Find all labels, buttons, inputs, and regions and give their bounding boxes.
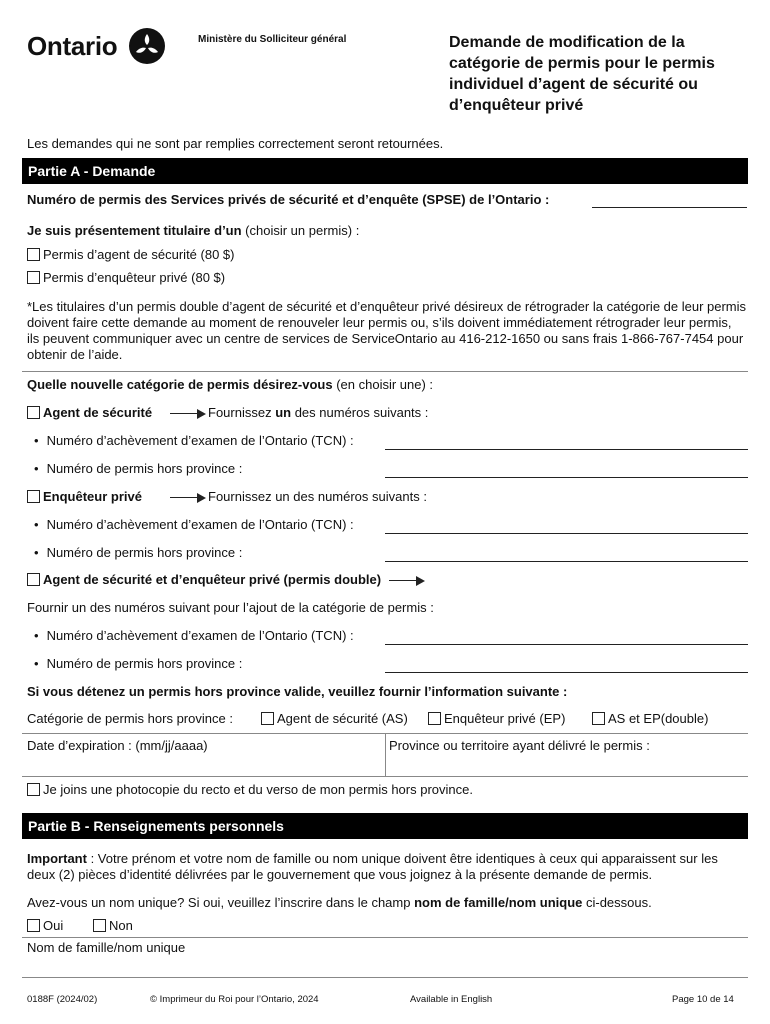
- double-tcn-label: • Numéro d’achèvement d’examen de l’Ontario (TCN) :: [34, 628, 354, 643]
- security-oop-label: • Numéro de permis hors province :: [34, 461, 242, 476]
- checkbox[interactable]: [27, 783, 40, 796]
- arrow-right-icon: [389, 576, 425, 586]
- available-in-english: Available in English: [410, 994, 493, 1005]
- license-number-label: Numéro de permis des Services privés de sécurité et d’enquête (SPSE) de l’Ontario :: [27, 192, 550, 207]
- incomplete-warning: Les demandes qui ne sont par remplies correctement seront retournées.: [27, 136, 444, 151]
- oop-option-as[interactable]: Agent de sécurité (AS): [261, 711, 408, 726]
- checkbox[interactable]: [27, 919, 40, 932]
- copyright: © Imprimeur du Roi pour l’Ontario, 2024: [150, 994, 319, 1005]
- document-title: Demande de modification de la catégorie de permis pour le permis individuel d’agent de sécurité ou d’enquêteur privé: [449, 34, 715, 114]
- license-number-input[interactable]: [592, 207, 747, 208]
- security-tcn-input[interactable]: [385, 449, 748, 450]
- ontario-logo-text: Ontario: [27, 31, 118, 61]
- issuing-province-label: Province ou territoire ayant délivré le permis :: [389, 738, 650, 753]
- double-instruction: Fournir un des numéros suivant pour l’ajout de la catégorie de permis :: [27, 600, 434, 615]
- checkbox[interactable]: [27, 248, 40, 261]
- unique-no-option[interactable]: Non: [93, 918, 133, 933]
- security-oop-input[interactable]: [385, 477, 748, 478]
- current-option-security[interactable]: Permis d’agent de sécurité (80 $): [27, 247, 234, 262]
- divider: [22, 937, 748, 938]
- current-license-question: Je suis présentement titulaire d’un (choisir un permis) :: [27, 223, 360, 238]
- new-option-private-investigator[interactable]: Enquêteur privé: [27, 489, 142, 504]
- checkbox[interactable]: [27, 573, 40, 586]
- investigator-oop-label: • Numéro de permis hors province :: [34, 545, 242, 560]
- investigator-provide-instruction: Fournissez un des numéros suivants :: [168, 489, 427, 504]
- oop-heading: Si vous détenez un permis hors province valide, veuillez fournir l’information suivante :: [27, 684, 568, 699]
- divider: [22, 371, 748, 372]
- checkbox[interactable]: [27, 271, 40, 284]
- checkbox[interactable]: [27, 406, 40, 419]
- checkbox[interactable]: [592, 712, 605, 725]
- unique-name-question: Avez-vous un nom unique? Si oui, veuillez l’inscrire dans le champ nom de famille/nom unique ci-dessous.: [27, 895, 652, 910]
- important-note: Important : Votre prénom et votre nom de famille ou nom unique doivent être identiques à ceux qui apparaissent sur les deux (2) pièces d’identité délivrées par le gouvernement que vous joignez à la présente demande de permis.: [27, 851, 718, 882]
- checkbox[interactable]: [428, 712, 441, 725]
- arrow-right-icon: [170, 409, 206, 419]
- table-divider: [385, 733, 386, 777]
- photocopy-checkbox-row[interactable]: Je joins une photocopie du recto et du verso de mon permis hors province.: [27, 782, 473, 797]
- security-provide-instruction: Fournissez un des numéros suivants :: [168, 405, 428, 420]
- unique-yes-option[interactable]: Oui: [27, 918, 63, 933]
- oop-category-label: Catégorie de permis hors province :: [27, 711, 233, 726]
- arrow-right-icon: [170, 493, 206, 503]
- new-category-question: Quelle nouvelle catégorie de permis désirez-vous (en choisir une) :: [27, 377, 434, 392]
- surname-label: Nom de famille/nom unique: [27, 940, 186, 955]
- current-option-investigator[interactable]: Permis d’enquêteur privé (80 $): [27, 270, 225, 285]
- oop-option-ep[interactable]: Enquêteur privé (EP): [428, 711, 565, 726]
- trillium-logo-icon: [129, 28, 165, 64]
- double-oop-label: • Numéro de permis hors province :: [34, 656, 242, 671]
- surname-input[interactable]: [22, 977, 748, 978]
- new-option-security-agent[interactable]: Agent de sécurité: [27, 405, 152, 420]
- double-oop-input[interactable]: [385, 672, 748, 673]
- form-id: 0188F (2024/02): [27, 994, 98, 1005]
- checkbox[interactable]: [261, 712, 274, 725]
- checkbox[interactable]: [27, 490, 40, 503]
- security-tcn-label: • Numéro d’achèvement d’examen de l’Ontario (TCN) :: [34, 433, 354, 448]
- new-option-double[interactable]: Agent de sécurité et d’enquêteur privé (permis double): [27, 572, 427, 587]
- investigator-oop-input[interactable]: [385, 561, 748, 562]
- part-b-heading: Partie B - Renseignements personnels: [22, 813, 748, 839]
- investigator-tcn-input[interactable]: [385, 533, 748, 534]
- checkbox[interactable]: [93, 919, 106, 932]
- ministry-name: Ministère du Solliciteur général: [198, 34, 347, 45]
- part-a-heading: Partie A - Demande: [22, 158, 748, 184]
- oop-option-double[interactable]: AS et EP(double): [592, 711, 708, 726]
- page-number: Page 10 de 14: [672, 994, 734, 1005]
- expiry-date-label: Date d’expiration : (mm/jj/aaaa): [27, 738, 208, 753]
- double-license-note: *Les titulaires d’un permis double d’agent de sécurité et d’enquêteur privé désireux de rétrograder la catégorie de leur permis doivent faire cette demande au moment de renouveler leur permis ou, s’ils doivent immédiatement rétrograder leur permis, ils peuvent communiquer avec un centre de services de ServiceOntario au 416-212-1650 ou sans frais 1-866-767-7454 pour obtenir de l’aide.: [27, 299, 747, 362]
- double-tcn-input[interactable]: [385, 644, 748, 645]
- investigator-tcn-label: • Numéro d’achèvement d’examen de l’Ontario (TCN) :: [34, 517, 354, 532]
